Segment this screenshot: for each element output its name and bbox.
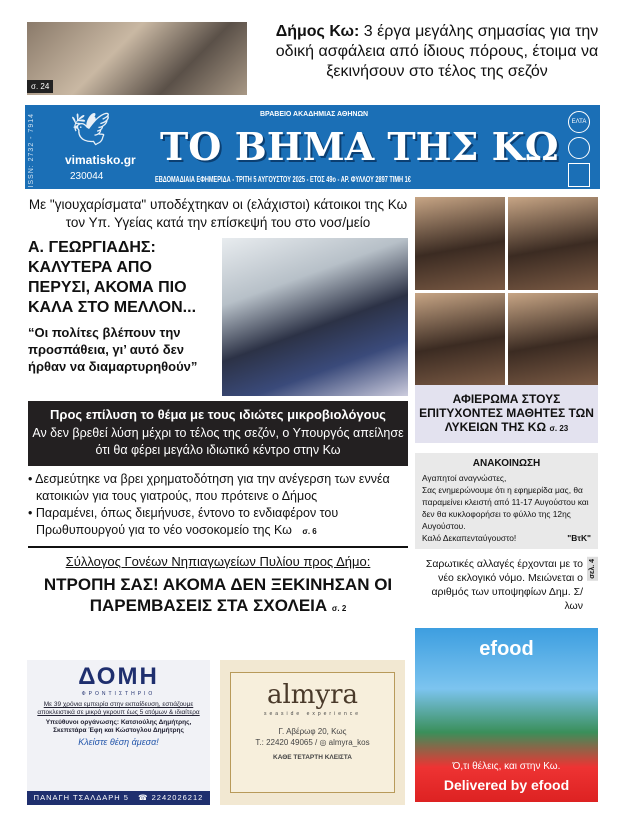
announcement-title: ΑΝΑΚΟΙΝΩΣΗ — [472, 458, 541, 469]
side-row — [415, 557, 598, 613]
second-headline-text: ΝΤΡΟΠΗ ΣΑΣ! ΑΚΟΜΑ ΔΕΝ ΞΕΚΙΝΗΣΑΝ ΟΙ ΠΑΡΕΜΒΑΣΕΙΣ ΣΤΑ ΣΧΟΛΕΙΑ — [43, 575, 393, 615]
tribute-page: σ. 23 — [549, 424, 569, 433]
almyra-address: Γ. Αβέρωφ 20, Κως — [278, 727, 347, 736]
lead-quote: “Οι πολίτες βλέπουν την προσπάθεια, γι’ αυτό δεν ήρθαν να διαμαρτυρηθούν” — [28, 325, 198, 374]
elta-icon: ΕΛΤΑ — [568, 111, 590, 133]
side-story[interactable]: Σαρωτικές αλλαγές έρχονται με το νέο εκλογικό νόμο. Μειώνεται ο αριθμός των υποψηφίων Δημ. Σ/λων — [425, 558, 583, 612]
phone-icon: ☎ — [138, 793, 149, 802]
domi-resp: Υπεύθυνοι οργάνωσης: Κατσιούλης Δημήτρης, Σκεπετάρα Έφη και Κώστογλου Δημήτρης — [45, 719, 192, 734]
almyra-ad[interactable] — [220, 660, 405, 805]
almyra-phone: Τ.: 22420 49065 / ◎ almyra_kos — [255, 738, 370, 747]
announcement-line: Σας ενημερώνουμε ότι η εφημερίδα μας, θα παραμείνει κλειστή από 11-17 Αυγούστου και δεν θα κυκλοφορήσει το φύλλο της 12ης Αυγούστου. — [422, 485, 589, 531]
left-column — [28, 196, 408, 619]
lead-headline[interactable]: Α. ΓΕΩΡΓΙΑΔΗΣ: ΚΑΛΥΤΕΡΑ ΑΠΟ ΠΕΡΥΣΙ, ΑΚΟΜΑ ΠΙΟ ΚΑΛΑ ΣΤΟ ΜΕΛΛΟΝ... — [28, 239, 197, 316]
almyra-tagline: seaside experience — [263, 711, 362, 717]
box-title: Προς επίλυση το θέμα με τους ιδιώτες μικροβιολόγους — [50, 407, 386, 422]
issn: ISSN: 2732 - 7914 — [28, 113, 35, 188]
domi-cta: Κλείστε θέση άμεσα! — [78, 737, 159, 747]
bullet: • Παραμένει, όπως διεμήνυσε, έντονο το ενδιαφέρον του Πρωθυπουργού για το νέο νοσοκομείο της Κω σ. 6 — [28, 506, 339, 537]
lead-kicker: Με "γιουχαρίσματα" υποδέχτηκαν οι (ελάχιστοι) κάτοικοι της Κω τον Υπ. Υγείας κατά την επίσκεψή του στο νοσ/μείο — [28, 197, 408, 230]
tribute-caption[interactable] — [415, 385, 598, 443]
student-photo — [508, 197, 598, 290]
domi-ad[interactable] — [27, 660, 210, 805]
announcement-sign: "ΒτΚ" — [567, 533, 591, 543]
tribute-text: ΑΦΙΕΡΩΜΑ ΣΤΟΥΣ ΕΠΙΤΥΧΟΝΤΕΣ ΜΑΘΗΤΕΣ ΤΩΝ ΛΥΚΕΙΩΝ ΤΗΣ ΚΩ — [419, 392, 594, 434]
masthead-badges — [566, 111, 592, 187]
award: ΒΡΑΒΕΙΟ ΑΚΑΔΗΜΙΑΣ ΑΘΗΝΩΝ — [260, 111, 369, 118]
lead-box — [28, 401, 408, 466]
lead-row — [28, 238, 408, 396]
almyra-hours: ΚΑΘΕ ΤΕΤΑΡΤΗ ΚΛΕΙΣΤΑ — [273, 754, 352, 761]
seal-icon — [568, 137, 590, 159]
domi-contact: ΠΑΝΑΓΗ ΤΣΑΛΔΑΡΗ 5 ☎ 2242026212 — [27, 791, 210, 805]
second-kicker: Σύλλογος Γονέων Νηπιαγωγείων Πυλίου προς Δήμο: — [65, 554, 371, 569]
almyra-logo: almyra — [266, 680, 359, 710]
dove-icon: 🕊 — [70, 111, 111, 147]
efood-ad[interactable] — [415, 628, 598, 802]
announcement-line: Αγαπητοί αναγνώστες, — [422, 473, 507, 483]
student-photo — [415, 293, 505, 386]
efood-line: Ό,τι θέλεις, και στην Κω. — [452, 761, 561, 772]
lead-photo — [222, 238, 408, 396]
domi-desc: Με 39 χρόνια εμπειρία στην εκπαίδευση, εστιάζουμε αποκλειστικά σε μικρά γκρουπ έως 5 ατόμων & ιδιαίτερα — [37, 701, 200, 716]
announcement — [415, 453, 598, 549]
site-link[interactable]: vimatisko.gr — [65, 153, 136, 167]
second-headline[interactable] — [28, 574, 408, 619]
divider — [28, 546, 408, 548]
box-text: Αν δεν βρεθεί λύση μέχρι το τέλος της σεζόν, ο Υπουργός απείλησε ότι θα φέρει μεγάλο ιδιωτικό κέντρο στην Κω — [32, 426, 404, 457]
top-photo — [27, 22, 247, 95]
student-photo — [508, 293, 598, 386]
top-headline-lead: Δήμος Κω: — [275, 23, 360, 40]
right-column — [415, 197, 598, 613]
lead-page: σ. 6 — [302, 527, 317, 536]
lead-text — [28, 238, 216, 396]
bullet: • Δεσμεύτηκε να βρει χρηματοδότηση για την ανέγερση των εννέα κατοικιών για τους γιατρούς, που πρότεινε ο Δήμος — [28, 472, 390, 503]
top-headline-text: 3 έργα μεγάλης σημασίας για την οδική ασφάλεια από ίδιους πόρους, έτοιμα να ξεκινήσουν στο τέλος της σεζόν — [275, 23, 599, 80]
masthead — [25, 105, 600, 189]
efood-logo: efood — [479, 638, 534, 660]
domi-logo: ΔΟΜΗ — [78, 663, 159, 690]
lead-bullets — [28, 471, 408, 540]
newspaper-logo: ΤΟ ΒΗΜΑ ΤΗΣ ΚΩ — [160, 124, 559, 169]
students-photos — [415, 197, 598, 385]
top-photo-page: σ. 24 — [27, 80, 53, 93]
certificate-icon — [568, 163, 590, 187]
code: 230044 — [70, 171, 104, 182]
second-page: σ. 2 — [331, 604, 347, 613]
side-page: σελ. 4 — [589, 559, 596, 579]
dateline: ΕΒΔΟΜΑΔΙΑΙΑ ΕΦΗΜΕΡΙΔΑ - ΤΡΙΤΗ 5 ΑΥΓΟΥΣΤΟΥ 2025 - ΕΤΟΣ 49ο - ΑΡ. ΦΥΛΛΟΥ 2897 ΤΙΜΗ 1€ — [155, 175, 411, 184]
domi-sub: ΦΡΟΝΤΙΣΤΗΡΙΟ — [81, 691, 156, 697]
student-photo — [415, 197, 505, 290]
efood-slogan: Delivered by efood — [443, 777, 570, 793]
announcement-closing: Καλό Δεκαπενταύγουστο! — [422, 533, 517, 543]
top-headline[interactable] — [262, 22, 612, 82]
